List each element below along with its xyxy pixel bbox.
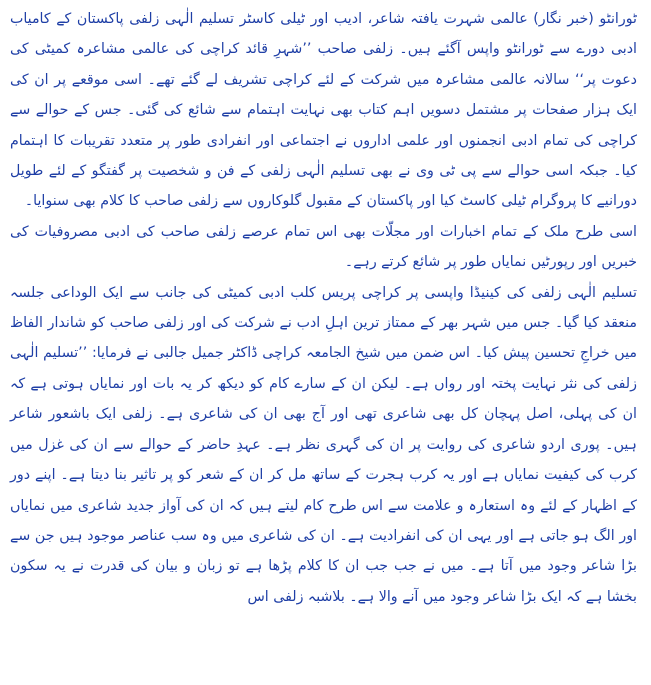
article-paragraph-3: تسلیم الٰہی زلفی کی کینیڈا واپسی پر کراچی پریس کلب ادبی کمیٹی کی جانب سے ایک الوداعی جلسہ منعقد کیا گیا۔ جس میں شہر بھر کے ممتاز ترین اہلِ ادب نے شرکت کی اور زلفی صاحب کو شاندار الفاظ میں خراجِ تحسین پیش کیا۔ اس ضمن میں شیخ الجامعہ کراچی ڈاکٹر جمیل جالبی نے فرمایا: ’’تسلیم الٰہی زلفی کی نثر نہایت پختہ اور رواں ہے۔ لیکن ان کے سارے کام کو دیکھ کر یہ بات اور نمایاں ہوتی ہے کہ ان کی پہلی، اصل پہچان کل بھی شاعری تھی اور آج بھی ان کی شاعری ہے۔ زلفی ایک باشعور شاعر ہیں۔ پوری اردو شاعری کی روایت پر ان کی گہری نظر ہے۔ عہدِ حاضر کے حوالے سے ان کی غزل میں کرب کی کیفیت نمایاں ہے اور یہ کرب ہجرت کے ساتھ مل کر ان کے شعر کو پر تاثیر بنا دیتا ہے۔ اپنے دور کے اظہار کے لئے وہ استعارہ و علامت سے اس طرح کام لیتے ہیں کہ ان کی آواز جدید شاعری میں نمایاں اور الگ ہو جاتی ہے اور یہی ان کی انفرادیت ہے۔ ان کی شاعری میں وہ سب عناصر موجود ہیں جن سے بڑا شاعر وجود میں آتا ہے۔ میں نے جب جب ان کا کلام پڑھا ہے تو زبان و بیان کی قدرت نے یہ سکون بخشا ہے کہ ایک بڑا شاعر وجود میں آنے والا ہے۔ بلاشبہ زلفی اس bbox=[10, 284, 637, 605]
article-paragraph-1: ٹورانٹو (خبر نگار) عالمی شہرت یافتہ شاعر، ادیب اور ٹیلی کاسٹر تسلیم الٰہی زلفی پاکستان کے کامیاب ادبی دورے سے ٹورانٹو واپس آگئے ہیں۔ زلفی صاحب ’’شہرِ قائد کراچی کی عالمی مشاعرہ کمیٹی کی دعوت پر‘‘ سالانہ عالمی مشاعرہ میں شرکت کے لئے کراچی تشریف لے گئے تھے۔ اسی موقعے پر ان کی ایک ہزار صفحات پر مشتمل دسویں اہم کتاب بھی نہایت اہتمام سے شائع کی گئی۔ جس کے حوالے سے کراچی کی تمام ادبی انجمنوں اور علمی اداروں نے اجتماعی اور انفرادی طور پر متعدد تقریبات کا اہتمام کیا۔ جبکہ اسی حوالے سے پی ٹی وی نے بھی تسلیم الٰہی زلفی کے فن و شخصیت پر گفتگو کے لئے طویل دورانیے کا پروگرام ٹیلی کاسٹ کیا اور پاکستان کے مقبول گلوکاروں سے زلفی صاحب کا کلام بھی سنوایا۔ bbox=[10, 11, 637, 210]
article-paragraph-2: اسی طرح ملک کے تمام اخبارات اور مجلّات بھی اس تمام عرصے زلفی صاحب کی ادبی مصروفیات کی خبریں اور رپورٹیں نمایاں طور پر شائع کرتے رہے۔ bbox=[10, 223, 637, 271]
